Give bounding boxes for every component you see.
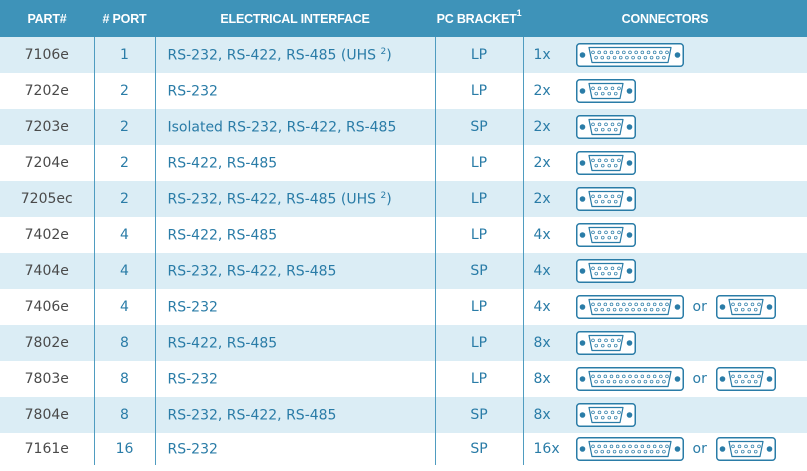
interface-text: RS-422, RS-485 bbox=[167, 227, 278, 244]
part-number: 7203e bbox=[24, 119, 69, 135]
electrical-interface bbox=[155, 433, 435, 465]
table-row bbox=[0, 253, 807, 289]
connectors bbox=[523, 109, 807, 145]
pc-bracket: LP bbox=[435, 325, 523, 361]
db9-connector-icon bbox=[576, 223, 636, 247]
connector-quantity: 4x bbox=[533, 263, 551, 279]
part-number: 7202e bbox=[24, 83, 69, 99]
table-row bbox=[0, 289, 807, 325]
connector-quantity: 2x bbox=[533, 119, 551, 135]
part-number: 7204e bbox=[24, 155, 69, 171]
electrical-interface bbox=[155, 73, 435, 109]
part-number: 7402e bbox=[24, 227, 69, 243]
port-count: 4 bbox=[94, 289, 155, 325]
connector-quantity: 8x bbox=[533, 335, 551, 351]
pc-bracket: LP bbox=[435, 73, 523, 109]
interface-text-tail: ) bbox=[386, 47, 392, 64]
electrical-interface bbox=[155, 253, 435, 289]
db25-connector-icon bbox=[576, 43, 684, 67]
interface-text: RS-232 bbox=[167, 83, 218, 100]
db9-connector-icon bbox=[576, 115, 636, 139]
table-row bbox=[0, 109, 807, 145]
interface-text: RS-232, RS-422, RS-485 (UHS bbox=[167, 191, 381, 208]
header-part: PART# bbox=[27, 11, 67, 26]
pc-bracket: LP bbox=[435, 289, 523, 325]
db9-connector-icon bbox=[576, 79, 636, 103]
table-row bbox=[0, 145, 807, 181]
connectors bbox=[523, 397, 807, 433]
db9-connector-icon bbox=[576, 403, 636, 427]
connectors bbox=[523, 181, 807, 217]
table-row bbox=[0, 325, 807, 361]
table-row bbox=[0, 73, 807, 109]
db9-connector-icon bbox=[576, 187, 636, 211]
pc-bracket: LP bbox=[435, 361, 523, 397]
interface-text: Isolated RS-232, RS-422, RS-485 bbox=[167, 119, 397, 136]
db9-connector-icon bbox=[576, 331, 636, 355]
connector-or-label: or bbox=[692, 299, 707, 315]
electrical-interface bbox=[155, 361, 435, 397]
electrical-interface bbox=[155, 109, 435, 145]
table-row bbox=[0, 433, 807, 465]
port-count: 16 bbox=[94, 433, 155, 465]
interface-text: RS-232 bbox=[167, 441, 218, 458]
table-row bbox=[0, 397, 807, 433]
table-row bbox=[0, 217, 807, 253]
connector-quantity: 4x bbox=[533, 227, 551, 243]
port-count: 2 bbox=[94, 73, 155, 109]
db25-connector-icon bbox=[576, 437, 684, 461]
pc-bracket: LP bbox=[435, 217, 523, 253]
pc-bracket: LP bbox=[435, 145, 523, 181]
footnote-marker: 1 bbox=[516, 8, 522, 19]
connectors bbox=[523, 253, 807, 289]
electrical-interface bbox=[155, 217, 435, 253]
electrical-interface bbox=[155, 325, 435, 361]
pc-bracket: LP bbox=[435, 37, 523, 73]
table-row bbox=[0, 181, 807, 217]
connectors bbox=[523, 217, 807, 253]
electrical-interface bbox=[155, 289, 435, 325]
pc-bracket: SP bbox=[435, 433, 523, 465]
connectors bbox=[523, 433, 807, 465]
interface-text: RS-232 bbox=[167, 299, 218, 316]
port-count: 8 bbox=[94, 397, 155, 433]
part-number: 7406e bbox=[24, 299, 69, 315]
port-count: 4 bbox=[94, 217, 155, 253]
connector-or-label: or bbox=[692, 441, 707, 457]
header-connectors: CONNECTORS bbox=[621, 11, 709, 26]
pc-bracket: SP bbox=[435, 397, 523, 433]
part-number: 7804e bbox=[24, 407, 69, 423]
part-number: 7802e bbox=[24, 335, 69, 351]
db25-connector-icon bbox=[576, 295, 684, 319]
footnote-marker: 2 bbox=[380, 190, 387, 201]
header-port: # PORT bbox=[102, 11, 147, 26]
connectors bbox=[523, 361, 807, 397]
connector-quantity: 8x bbox=[533, 371, 551, 387]
electrical-interface bbox=[155, 397, 435, 433]
interface-text: RS-422, RS-485 bbox=[167, 335, 278, 352]
port-count: 2 bbox=[94, 145, 155, 181]
port-count: 8 bbox=[94, 325, 155, 361]
db9-connector-icon bbox=[576, 259, 636, 283]
part-number: 7161e bbox=[24, 441, 69, 457]
header-pc-bracket-label: PC BRACKET bbox=[436, 12, 517, 27]
db9-connector-icon bbox=[576, 151, 636, 175]
interface-text: RS-232, RS-422, RS-485 bbox=[167, 407, 337, 424]
header-row bbox=[0, 0, 807, 37]
part-number: 7106e bbox=[24, 47, 69, 63]
pc-bracket: SP bbox=[435, 109, 523, 145]
port-count: 1 bbox=[94, 37, 155, 73]
connectors bbox=[523, 37, 807, 73]
connectors bbox=[523, 289, 807, 325]
connector-quantity: 8x bbox=[533, 407, 551, 423]
interface-text: RS-232, RS-422, RS-485 (UHS bbox=[167, 47, 381, 64]
header-pc-bracket bbox=[435, 0, 523, 37]
port-count: 2 bbox=[94, 181, 155, 217]
db9-connector-icon bbox=[716, 437, 776, 461]
connector-quantity: 4x bbox=[533, 299, 551, 315]
connectors bbox=[523, 73, 807, 109]
table-row bbox=[0, 361, 807, 397]
connector-quantity: 2x bbox=[533, 83, 551, 99]
port-count: 8 bbox=[94, 361, 155, 397]
part-number: 7803e bbox=[24, 371, 69, 387]
connectors bbox=[523, 145, 807, 181]
interface-text-tail: ) bbox=[386, 191, 392, 208]
db9-connector-icon bbox=[716, 367, 776, 391]
pc-bracket: LP bbox=[435, 181, 523, 217]
connector-quantity: 16x bbox=[533, 441, 560, 457]
pc-bracket: SP bbox=[435, 253, 523, 289]
electrical-interface bbox=[155, 181, 435, 217]
db9-connector-icon bbox=[716, 295, 776, 319]
port-count: 2 bbox=[94, 109, 155, 145]
connector-quantity: 2x bbox=[533, 191, 551, 207]
connector-quantity: 1x bbox=[533, 47, 551, 63]
table-row bbox=[0, 37, 807, 73]
interface-text: RS-232, RS-422, RS-485 bbox=[167, 263, 337, 280]
header-electrical-interface: ELECTRICAL INTERFACE bbox=[220, 11, 370, 26]
interface-text: RS-422, RS-485 bbox=[167, 155, 278, 172]
electrical-interface bbox=[155, 37, 435, 73]
electrical-interface bbox=[155, 145, 435, 181]
part-number: 7404e bbox=[24, 263, 69, 279]
interface-text: RS-232 bbox=[167, 371, 218, 388]
connector-quantity: 2x bbox=[533, 155, 551, 171]
port-count: 4 bbox=[94, 253, 155, 289]
part-number: 7205ec bbox=[20, 191, 73, 207]
connector-or-label: or bbox=[692, 371, 707, 387]
footnote-marker: 2 bbox=[380, 46, 387, 57]
db25-connector-icon bbox=[576, 367, 684, 391]
connectors bbox=[523, 325, 807, 361]
